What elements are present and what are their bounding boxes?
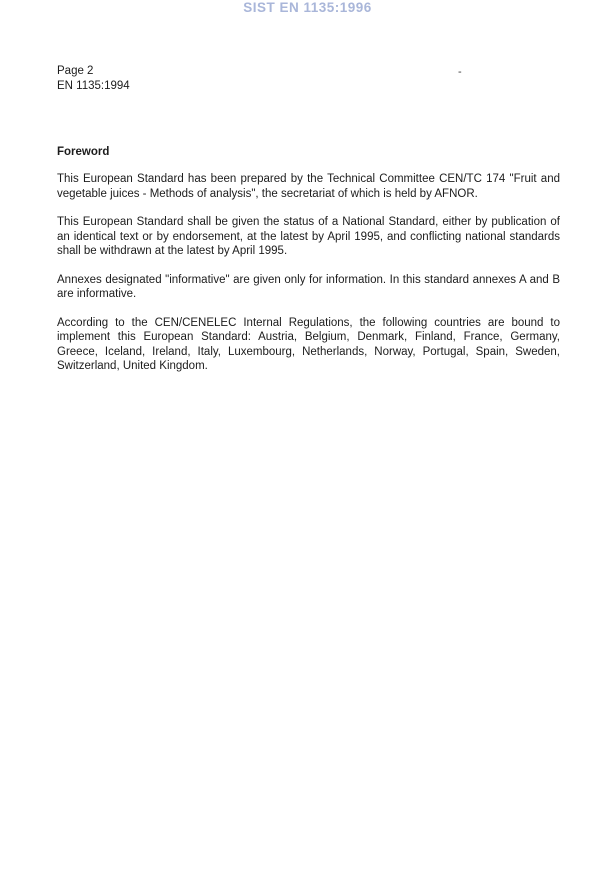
foreword-paragraph: According to the CEN/CENELEC Internal Regulations, the following countries are bound to implement this European Standard: Austria, Belgium, Denmark, Finland, France, Germany, Greece, Iceland, Ireland, Italy, Luxembourg, Netherlands, Norway, Portugal, Spain, Sweden, Switzerland, United Kingdom. bbox=[57, 316, 560, 372]
foreword-paragraph: This European Standard shall be given the status of a National Standard, either by publication of an identical text or by endorsement, at the latest by April 1995, and conflicting national standards shall be withdrawn at the latest by April 1995. bbox=[57, 216, 560, 257]
page-header bbox=[57, 64, 130, 94]
foreword-paragraph: Annexes designated "informative" are given only for information. In this standard annexes A and B are informative. bbox=[57, 273, 560, 300]
standard-watermark-header: SIST EN 1135:1996 bbox=[243, 0, 372, 15]
page-number: Page 2 bbox=[57, 65, 94, 77]
standard-reference: EN 1135:1994 bbox=[57, 80, 130, 92]
foreword-paragraph: This European Standard has been prepared by the Technical Committee CEN/TC 174 "Fruit and vegetable juices - Methods of analysis", the secretariat of which is held by AFNOR. bbox=[57, 173, 560, 200]
foreword-body bbox=[57, 172, 560, 374]
foreword-heading: Foreword bbox=[57, 146, 110, 158]
scan-artifact-mark: - bbox=[458, 66, 462, 78]
